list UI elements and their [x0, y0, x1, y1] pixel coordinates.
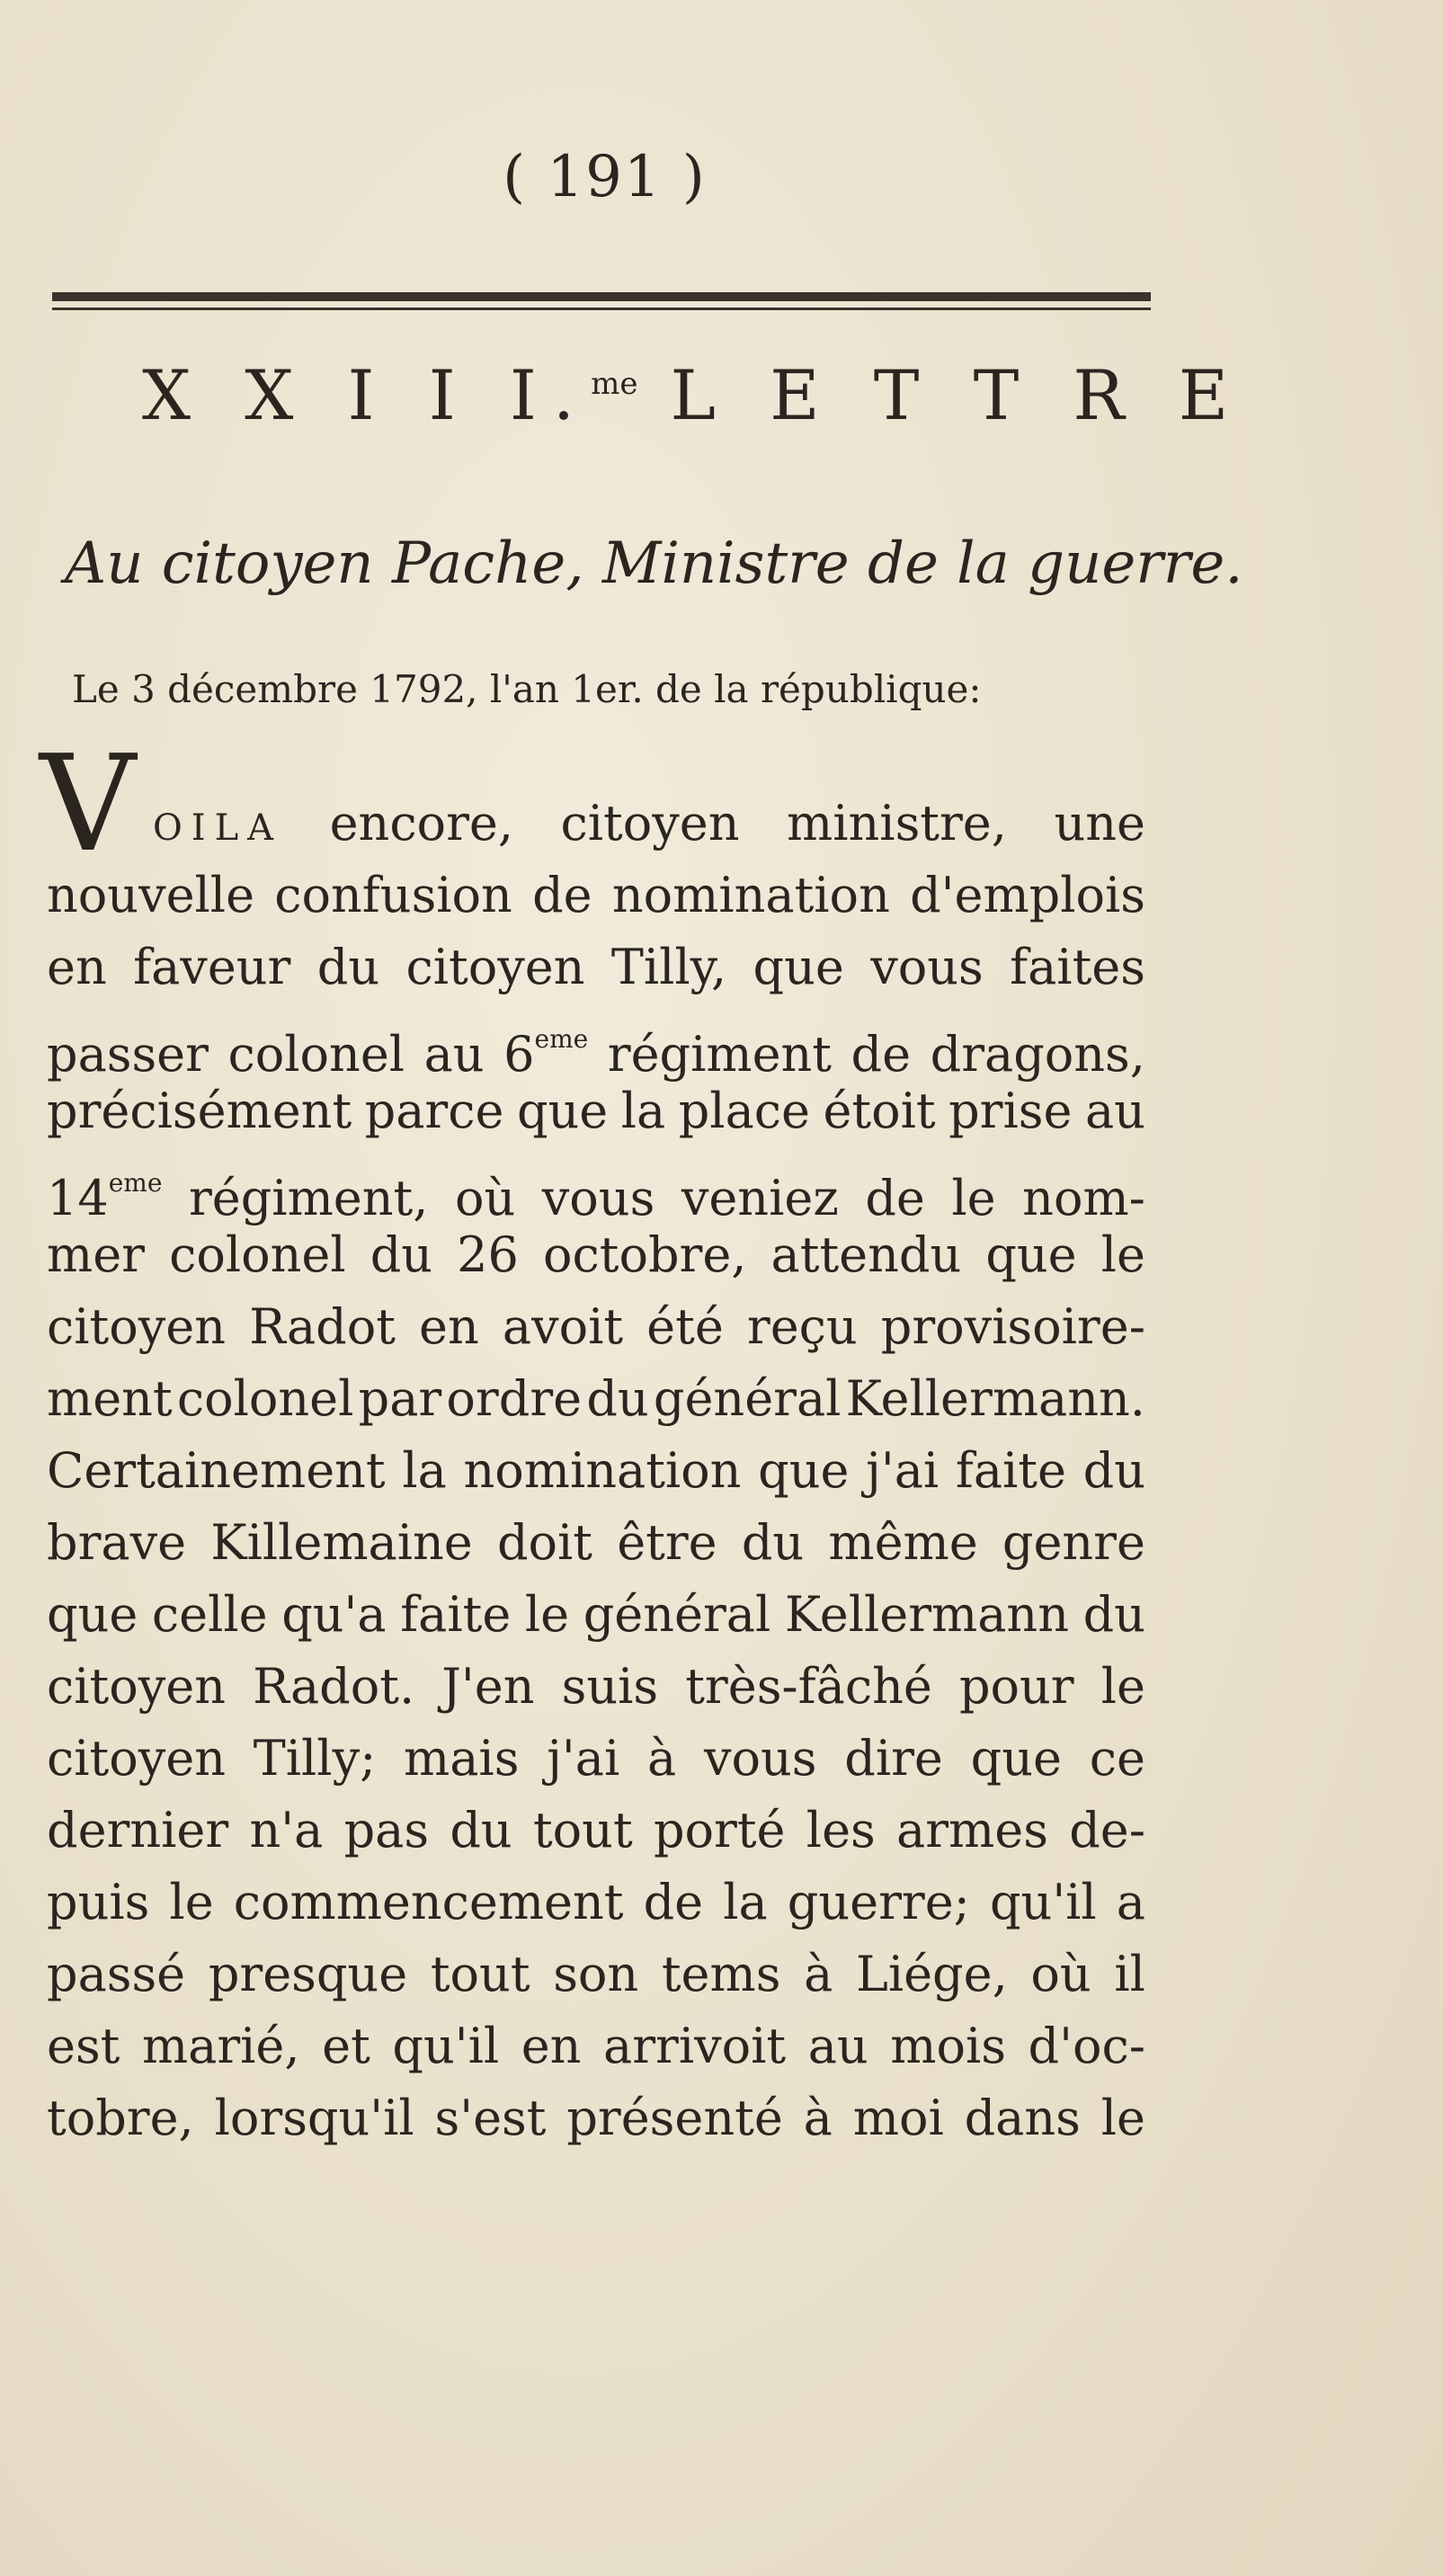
header-rule-thick	[52, 292, 1151, 301]
word: en	[419, 1298, 479, 1355]
word: le	[951, 1170, 996, 1226]
text-line	[47, 1003, 1145, 1083]
word: attendu	[770, 1226, 962, 1283]
word: du	[370, 1226, 433, 1283]
word: la	[723, 1874, 768, 1930]
word: vous	[541, 1170, 655, 1226]
word: une	[1054, 795, 1145, 851]
word: été	[646, 1298, 724, 1355]
word: qu'il	[392, 2018, 500, 2074]
word: le	[1100, 1226, 1145, 1283]
word: du	[586, 1370, 649, 1427]
word: doit	[496, 1514, 592, 1571]
word: même	[828, 1514, 978, 1571]
text-line	[47, 1291, 1145, 1363]
word: prise	[949, 1083, 1073, 1139]
word: parce	[364, 1083, 504, 1139]
word: nouvelle	[47, 867, 255, 923]
word: 6eme	[503, 1024, 589, 1083]
word: tems	[661, 1946, 781, 2002]
word: que	[985, 1226, 1077, 1283]
word: Certainement	[47, 1442, 386, 1499]
word: celle	[151, 1586, 268, 1643]
text-line	[47, 2010, 1145, 2082]
word: porté	[653, 1802, 786, 1858]
word: en	[47, 939, 107, 995]
word: confusion	[274, 867, 512, 923]
word: faite	[400, 1586, 512, 1643]
word: genre	[1002, 1514, 1145, 1571]
word: être	[617, 1514, 717, 1571]
text-line	[47, 2082, 1145, 2154]
word: où	[454, 1170, 516, 1226]
word: mais	[404, 1730, 520, 1787]
word: mer	[47, 1226, 145, 1283]
text-line	[47, 1723, 1145, 1795]
page-number: ( 191 )	[503, 144, 707, 210]
word: veniez	[681, 1170, 839, 1226]
word: que	[758, 1442, 850, 1499]
word: et	[322, 2018, 370, 2074]
word: colonel	[176, 1370, 354, 1427]
word: mois	[890, 2018, 1006, 2074]
word: de	[643, 1874, 704, 1930]
word: de	[532, 867, 592, 923]
text-line	[47, 1579, 1145, 1651]
text-line	[47, 1507, 1145, 1579]
word: passer	[47, 1026, 209, 1083]
word: ce	[1089, 1730, 1145, 1787]
word: 26	[457, 1226, 519, 1283]
word: dire	[844, 1730, 943, 1787]
word: encore,	[329, 795, 514, 851]
text-line	[47, 931, 1145, 1003]
text-line	[47, 1867, 1145, 1939]
letter-body	[47, 788, 1145, 2154]
text-line	[47, 1147, 1145, 1226]
word: qu'a	[281, 1586, 387, 1643]
text-line	[47, 860, 1145, 931]
word: que	[753, 939, 844, 995]
text-line	[47, 1075, 1145, 1147]
word: moi	[852, 2090, 944, 2146]
text-line	[47, 1363, 1145, 1435]
word: est	[47, 2018, 120, 2074]
word: brave	[47, 1514, 187, 1571]
word: avoit	[502, 1298, 624, 1355]
word: faites	[1010, 939, 1145, 995]
word: j'ai	[866, 1442, 940, 1499]
word: à	[803, 2090, 833, 2146]
word: tobre,	[47, 2090, 194, 2146]
word: la	[402, 1442, 447, 1499]
word: ministre,	[787, 795, 1007, 851]
word: de	[865, 1170, 925, 1226]
word: présenté	[566, 2090, 783, 2146]
word: du	[741, 1514, 805, 1571]
word: J'en	[441, 1658, 535, 1715]
header-rule-thin	[52, 308, 1151, 310]
word: au	[1084, 1083, 1145, 1139]
word: citoyen	[47, 1730, 226, 1787]
letter-word: L E T T R E	[670, 355, 1245, 435]
letter-number-suffix: me	[591, 366, 638, 402]
word: que	[47, 1586, 138, 1643]
word: le	[169, 1874, 214, 1930]
word: guerre;	[787, 1874, 970, 1930]
word: étoit	[823, 1083, 936, 1139]
word: tout	[430, 1946, 530, 2002]
word: général	[653, 1370, 842, 1427]
word: du	[450, 1802, 512, 1858]
word: citoyen	[47, 1658, 226, 1715]
word: la	[620, 1083, 666, 1139]
word: son	[553, 1946, 639, 2002]
word: armes	[896, 1802, 1048, 1858]
word: s'est	[434, 2090, 547, 2146]
word: au	[423, 1026, 485, 1083]
word: vous	[703, 1730, 817, 1787]
word: dans	[964, 2090, 1081, 2146]
text-line	[47, 1795, 1145, 1867]
word: Radot.	[253, 1658, 415, 1715]
word: Tilly,	[610, 939, 727, 995]
word: presque	[208, 1946, 408, 2002]
word: puis	[47, 1874, 150, 1930]
letter-number: X X I I I.	[142, 355, 592, 435]
word: le	[524, 1586, 570, 1643]
addressee-line: Au citoyen Pache, Ministre de la guerre.	[65, 530, 1243, 597]
word: Tilly;	[253, 1730, 377, 1787]
text-line	[47, 1939, 1145, 2010]
word: citoyen	[47, 1298, 226, 1355]
word: précisément	[47, 1083, 352, 1139]
word: faite	[955, 1442, 1066, 1499]
word: du	[1082, 1586, 1145, 1643]
word: de	[851, 1026, 912, 1083]
word: provisoire-	[880, 1298, 1145, 1355]
word: d'emplois	[910, 867, 1145, 923]
word: les	[806, 1802, 876, 1858]
text-line	[47, 1435, 1145, 1507]
text-line	[47, 1651, 1145, 1723]
word: marié,	[141, 2018, 300, 2074]
word: j'ai	[547, 1730, 620, 1787]
word: faveur	[133, 939, 291, 995]
word: octobre,	[542, 1226, 747, 1283]
word: qu'il	[989, 1874, 1097, 1930]
word: du	[1082, 1442, 1145, 1499]
word: Radot	[249, 1298, 396, 1355]
word: OILA	[153, 807, 283, 849]
word: de-	[1069, 1802, 1145, 1858]
word: le	[1100, 1658, 1145, 1715]
word: dragons,	[930, 1026, 1145, 1083]
word: à	[647, 1730, 677, 1787]
word: ment	[47, 1370, 173, 1427]
word: vous	[870, 939, 984, 995]
word: le	[1100, 2090, 1145, 2146]
word: que	[516, 1083, 609, 1139]
word: tout	[532, 1802, 633, 1858]
word: nomination	[611, 867, 890, 923]
word: par	[358, 1370, 442, 1427]
word: nomination	[463, 1442, 742, 1499]
word: il	[1114, 1946, 1145, 2002]
word: 14eme	[47, 1168, 163, 1226]
word: dernier	[47, 1802, 229, 1858]
word: place	[678, 1083, 810, 1139]
dateline: Le 3 décembre 1792, l'an 1er. de la république:	[72, 667, 982, 711]
word: ordre	[446, 1370, 583, 1427]
word: régiment	[607, 1026, 832, 1083]
word: où	[1030, 1946, 1091, 2002]
word: d'oc-	[1028, 2018, 1145, 2074]
word: lorsqu'il	[214, 2090, 414, 2146]
word: Kellermann	[784, 1586, 1069, 1643]
word: pour	[958, 1658, 1074, 1715]
word: du	[316, 939, 380, 995]
word: passé	[47, 1946, 186, 2002]
word: régiment,	[188, 1170, 429, 1226]
word: Liége,	[855, 1946, 1008, 2002]
word: n'a	[249, 1802, 324, 1858]
text-line	[153, 788, 1145, 860]
word: citoyen	[405, 939, 585, 995]
word: pas	[343, 1802, 430, 1858]
word: à	[804, 1946, 833, 2002]
word: reçu	[746, 1298, 858, 1355]
word: Killemaine	[210, 1514, 473, 1571]
word: citoyen	[560, 795, 740, 851]
word: colonel	[227, 1026, 405, 1083]
word: nom-	[1022, 1170, 1145, 1226]
word: a	[1116, 1874, 1145, 1930]
letter-heading	[142, 355, 1245, 435]
word: Kellermann.	[845, 1370, 1145, 1427]
word: suis	[561, 1658, 659, 1715]
word: en	[521, 2018, 582, 2074]
word: commencement	[233, 1874, 624, 1930]
word: arrivoit	[603, 2018, 787, 2074]
drop-cap: V	[40, 726, 136, 881]
word: très-fâché	[685, 1658, 932, 1715]
word: général	[583, 1586, 771, 1643]
word: que	[970, 1730, 1062, 1787]
word: colonel	[169, 1226, 346, 1283]
word: au	[807, 2018, 868, 2074]
